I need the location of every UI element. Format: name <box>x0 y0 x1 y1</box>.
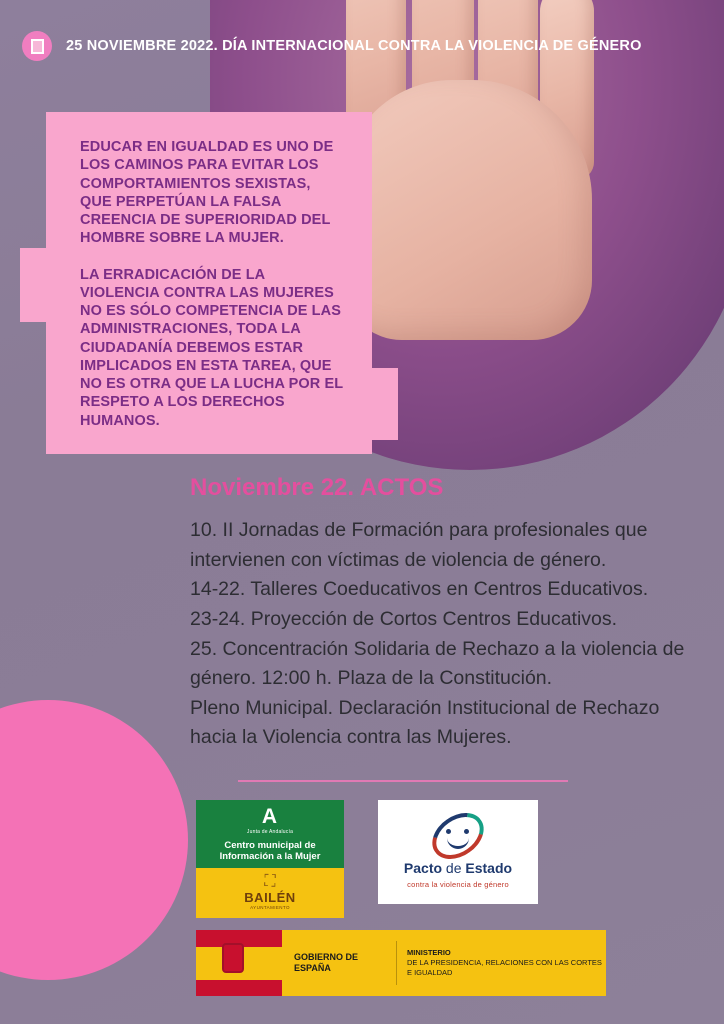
statement-paragraph-1: EDUCAR EN IGUALDAD ES UNO DE LOS CAMINOS PARA EVITAR LOS COMPORTAMIENTOS SEXISTAS, QUE PERPETÚAN LA FALSA CREENCIA DE SUPERIORIDAD DEL HOMBRE SOBRE LA MUJER. <box>80 139 334 247</box>
logo-centro-municipal-informacion-mujer <box>196 800 344 918</box>
logo-gobierno-de-espana <box>196 930 606 996</box>
junta-andalucia-label: Junta de Andalucía <box>246 829 294 835</box>
statement-block <box>46 112 372 454</box>
list-item: 25. Concentración Solidaria de Rechazo a la violencia de género. 12:00 h. Plaza de la Constitución. <box>190 637 690 690</box>
logo-pacto-title <box>404 860 512 876</box>
statement-paragraph-2: LA ERRADICACIÓN DE LA VIOLENCIA CONTRA LAS MUJERES NO ES SÓLO COMPETENCIA DE LAS ADMINISTRACIONES, TODA LA CIUDADANÍA DEBEMOS ESTAR IMPLICADOS EN ESTA TAREA, QUE NO ES OTRA QUE LA LUCHA POR EL RESPETO A LOS DERECHOS HUMANOS. <box>80 266 343 429</box>
logo-bailen-sub: AYUNTAMIENTO <box>250 905 290 911</box>
calendar-icon <box>22 31 52 61</box>
logo-ministerio-name: DE LA PRESIDENCIA, RELACIONES CON LAS CORTES E IGUALDAD <box>407 957 602 978</box>
palm <box>342 80 592 340</box>
poster-header <box>0 26 724 66</box>
list-item: Pleno Municipal. Declaración Institucional de Rechazo hacia la Violencia contra las Mujeres. <box>190 696 665 749</box>
logo-row <box>196 800 538 918</box>
logo-pacto-word2: de <box>442 859 466 876</box>
events-heading: Noviembre 22. ACTOS <box>190 474 444 501</box>
logo-pacto-subtitle: contra la violencia de género <box>407 879 509 889</box>
logo-ayuntamiento-bailen <box>196 868 344 918</box>
logo-pacto-word3: Estado <box>465 859 513 876</box>
smiley-face-icon <box>430 816 486 856</box>
spain-flag-icon <box>196 930 282 996</box>
logo-bailen-name: BAILÉN <box>244 890 296 906</box>
logo-pacto-de-estado <box>378 800 538 904</box>
coat-of-arms-icon <box>222 943 244 973</box>
divider <box>238 780 568 782</box>
logo-pacto-word1: Pacto <box>403 859 443 876</box>
town-hall-icon: ⛶ <box>264 873 276 891</box>
logo-cmim-top <box>196 800 344 868</box>
list-item: 14-22. Talleres Coeducativos en Centros Educativos. <box>190 578 649 601</box>
page-title: 25 NOVIEMBRE 2022. DÍA INTERNACIONAL CONTRA LA VIOLENCIA DE GÉNERO <box>66 38 642 54</box>
logo-ministerio <box>407 948 606 978</box>
list-item: 10. II Jornadas de Formación para profesionales que intervienen con víctimas de violencia de género. <box>190 519 653 571</box>
logo-cmim-name: Centro municipal de Información a la Mujer <box>219 840 321 863</box>
pink-block-notch-right <box>372 368 398 440</box>
events-list <box>190 516 702 753</box>
logo-gobierno-name: GOBIERNO DE ESPAÑA <box>294 951 359 973</box>
logo-ministerio-label: MINISTERIO <box>407 947 451 957</box>
list-item: 23-24. Proyección de Cortos Centros Educativos. <box>190 607 618 630</box>
junta-andalucia-mark: A <box>261 805 279 828</box>
logo-divider <box>396 941 397 985</box>
